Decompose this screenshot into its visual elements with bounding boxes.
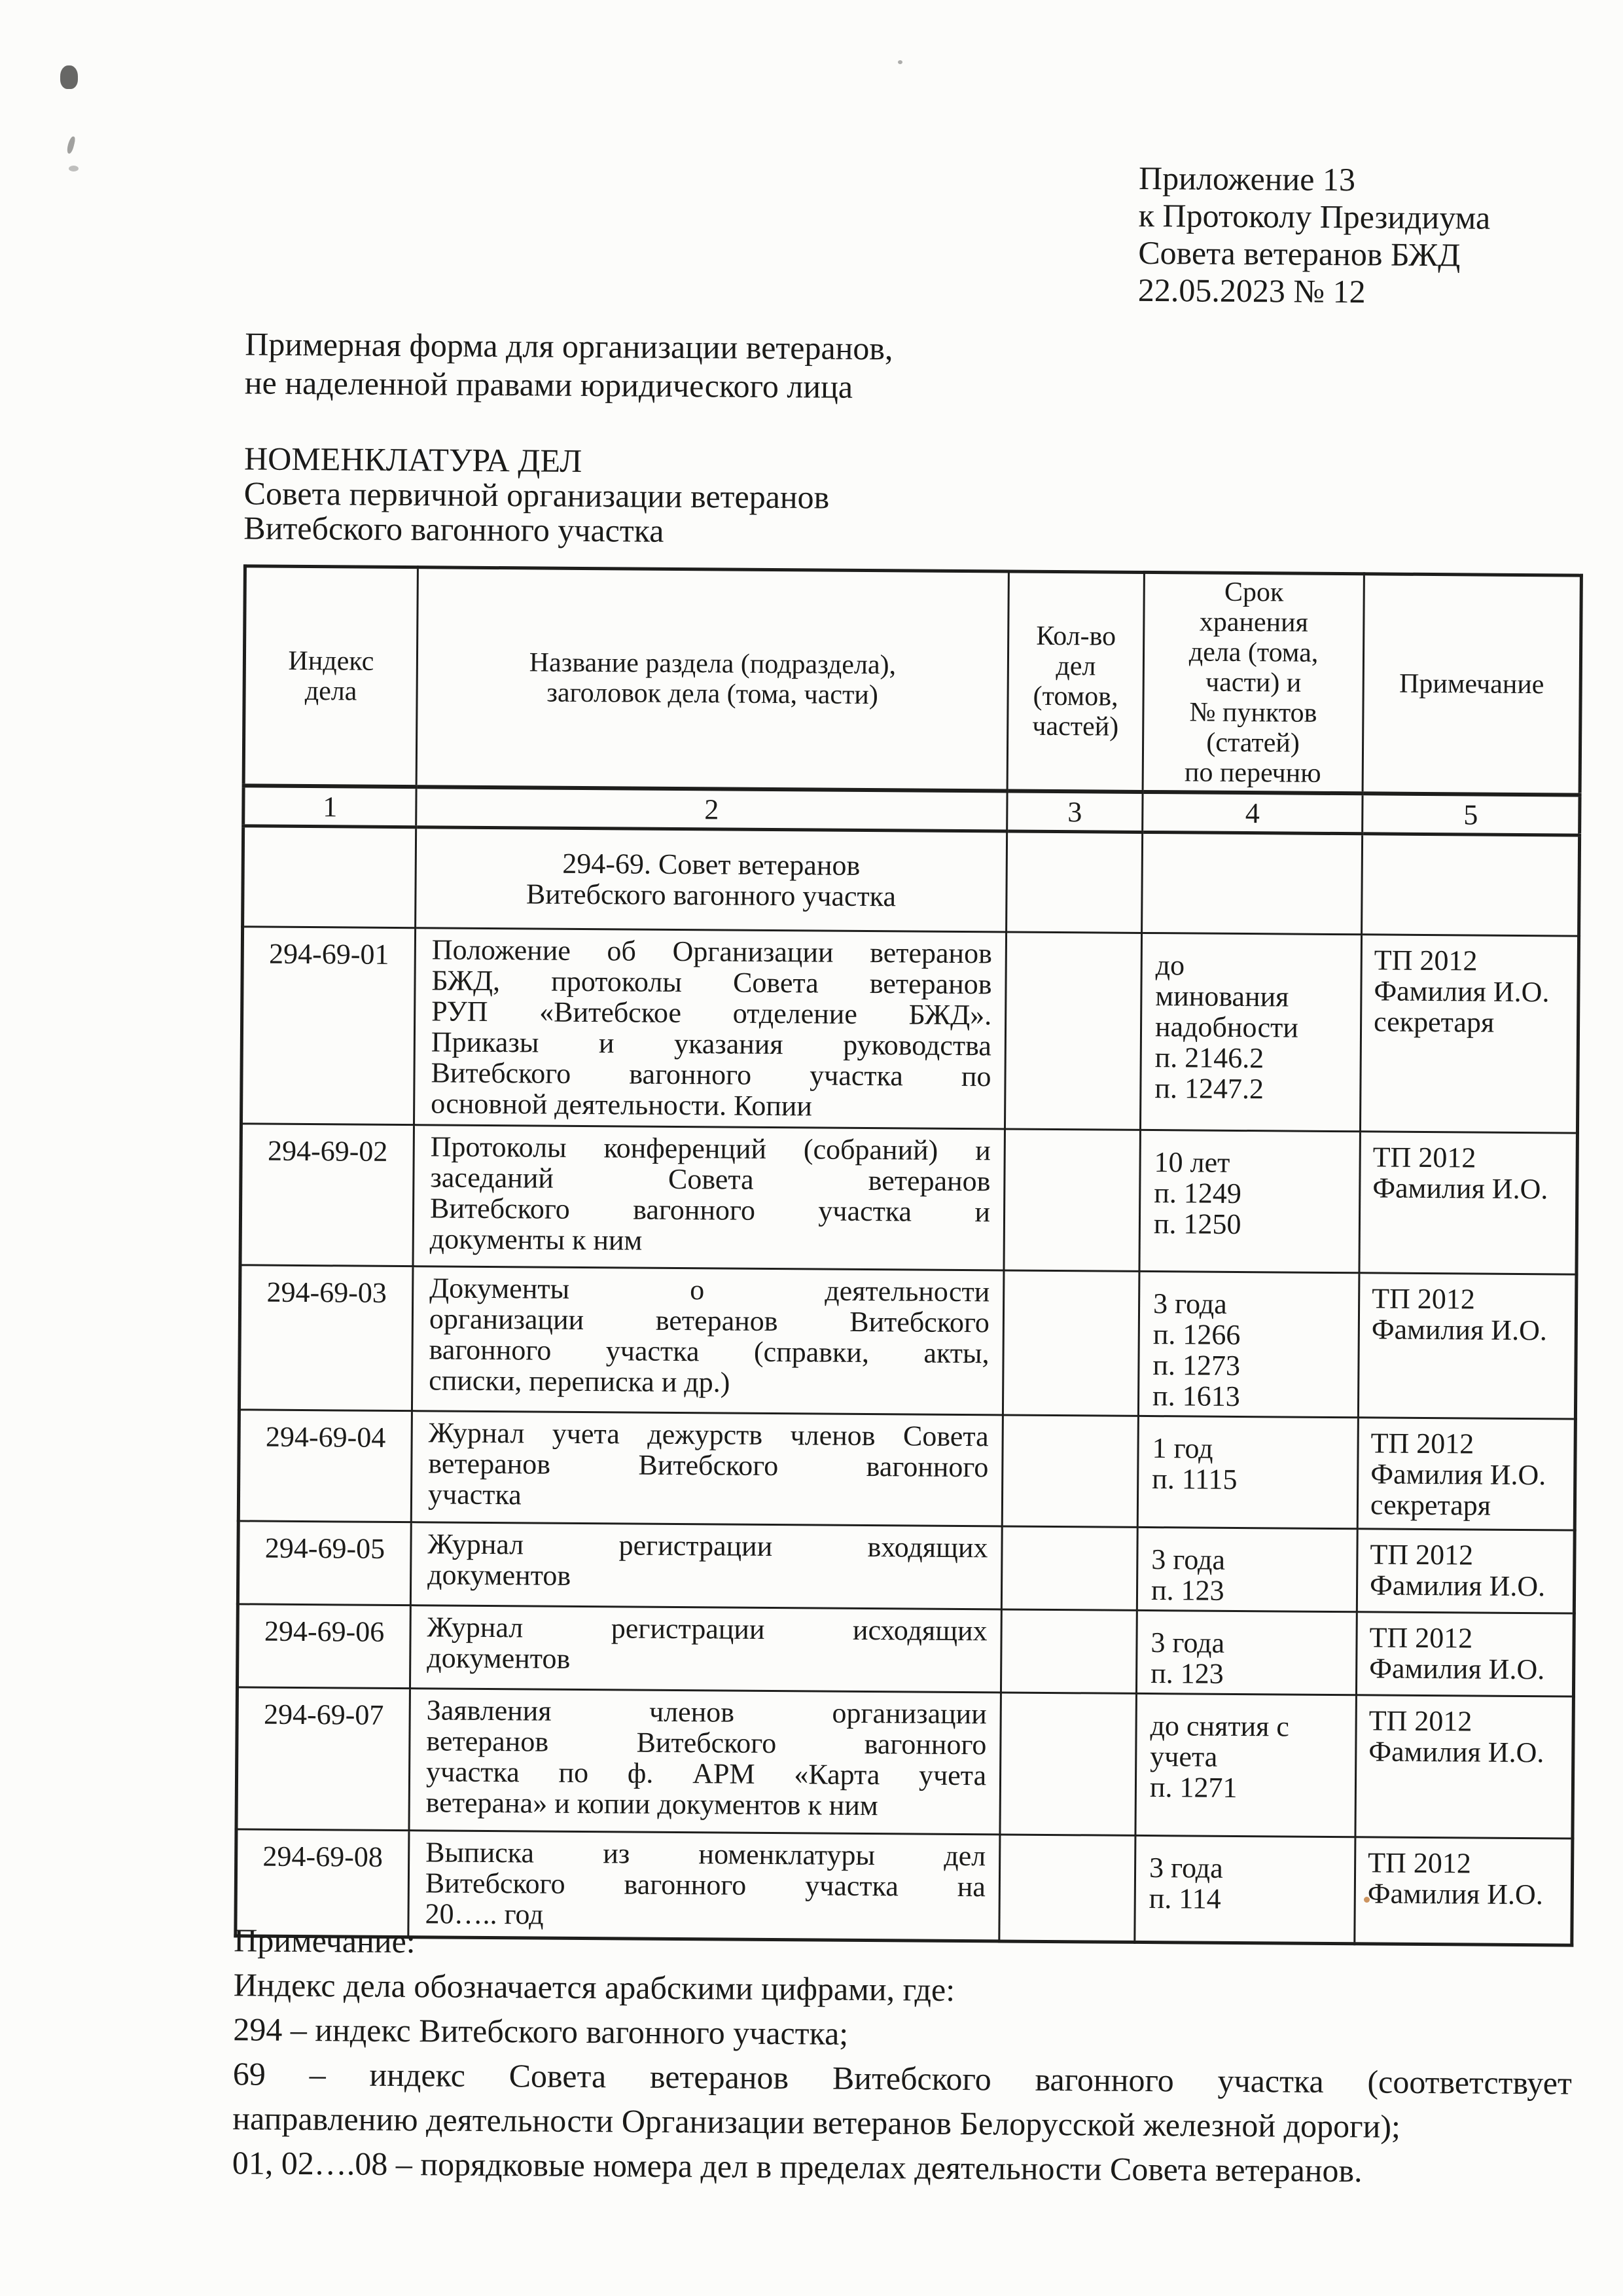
col-number: 1 (243, 785, 416, 827)
text-line: Кол-во (1036, 620, 1116, 652)
text-line: заголовок дела (тома, части) (546, 677, 879, 711)
text-line: Журнал регистрации исходящих (427, 1611, 988, 1647)
text-line: Фамилия И.О. (1372, 1172, 1548, 1206)
cell-title (412, 1266, 1004, 1415)
cell-note (1360, 935, 1578, 1133)
text-line: Фамилия И.О. (1370, 1458, 1546, 1492)
table-body-rows (236, 826, 1580, 1945)
text-line: секретаря (1370, 1488, 1491, 1522)
cell-index: 294-69-07 (236, 1687, 410, 1831)
col-number: 5 (1363, 793, 1580, 835)
text-line: 1 год (1152, 1432, 1213, 1465)
section-title (416, 827, 1007, 932)
cell-index: 294-69-01 (241, 927, 416, 1125)
cell-count (1004, 1129, 1141, 1271)
text-line: 294-69. Совет ветеранов (562, 847, 861, 882)
text-line: РУП «Витебское отделение БЖД». (431, 995, 992, 1031)
cell-note (1358, 1273, 1577, 1419)
col-number: 2 (416, 787, 1007, 831)
text-line: № пунктов (1189, 697, 1317, 728)
text-line: Протоколы конференций (собраний) и (430, 1130, 991, 1167)
cell-note (1357, 1418, 1575, 1530)
table-head (243, 566, 1582, 835)
cell-empty (1007, 831, 1143, 933)
section-row (243, 826, 1580, 936)
table-row (238, 1521, 1575, 1613)
text-line: Примечание: (234, 1922, 416, 1960)
col-number: 4 (1143, 792, 1363, 834)
text-line: ветерана» и копии документов к ним (425, 1786, 878, 1822)
text-line: минования (1155, 980, 1289, 1013)
cell-note (1355, 1695, 1574, 1839)
col-header-note (1363, 574, 1581, 795)
text-line: надобности (1154, 1011, 1299, 1044)
text-line: Витебского вагонного участка по (431, 1056, 991, 1093)
text-line: 01, 02….08 – порядковые номера дел в пределах деятельности Совета ветеранов. (232, 2144, 1363, 2189)
text-line: к Протоколу Президиума (1138, 196, 1491, 236)
text-line: п. 1271 (1149, 1771, 1238, 1804)
text-line: 294 – индекс Витебского вагонного участка; (233, 2011, 849, 2052)
text-line: Фамилия И.О. (1367, 1877, 1543, 1911)
col-header-index (243, 566, 418, 787)
text-line: участка (427, 1478, 522, 1511)
text-line: п. 1247.2 (1154, 1072, 1264, 1105)
text-line: Выписка из номенклатуры дел (425, 1836, 986, 1873)
text-line: Приложение 13 (1138, 159, 1356, 198)
cell-retention (1137, 1416, 1358, 1528)
col-header-count (1007, 571, 1144, 792)
cell-count (1005, 932, 1141, 1130)
cell-empty (1362, 834, 1580, 936)
text-line: п. 2146.2 (1154, 1041, 1264, 1075)
text-line: п. 1250 (1153, 1208, 1241, 1241)
table-row (241, 927, 1579, 1133)
text-line: ТП 2012 (1370, 1538, 1474, 1571)
cell-retention (1138, 1271, 1359, 1417)
cell-empty (243, 826, 416, 928)
text-line: Приказы и указания руководства (431, 1026, 992, 1062)
table-row (238, 1410, 1575, 1530)
text-line: Совета ветеранов БЖД (1138, 234, 1461, 274)
footnotes (232, 1918, 1573, 2194)
text-line: п. 1273 (1152, 1349, 1241, 1382)
text-line: Заявления членов организации (426, 1694, 987, 1731)
text-line: Журнал учета дежурств членов Совета (428, 1416, 989, 1453)
text-line: Фамилия И.О. (1369, 1652, 1545, 1686)
cell-index: 294-69-08 (236, 1829, 409, 1937)
text-line: до (1155, 949, 1185, 982)
text-line: части) и (1205, 667, 1302, 698)
text-line: п. 1266 (1152, 1318, 1241, 1351)
text-line: п. 1613 (1152, 1380, 1240, 1412)
table-row (239, 1265, 1576, 1419)
text-line: (томов, (1033, 681, 1118, 712)
text-line: НОМЕНКЛАТУРА ДЕЛ (243, 440, 582, 479)
text-line: ТП 2012 (1372, 1141, 1476, 1174)
text-line: не наделенной правами юридического лица (244, 364, 853, 405)
text-line: документов (427, 1558, 571, 1592)
cell-title (410, 1522, 1002, 1609)
intro-note (245, 325, 893, 406)
text-line: Положение об Организации ветеранов (431, 933, 993, 970)
cell-title (413, 1125, 1005, 1270)
cell-empty (1142, 832, 1363, 934)
text-line: 3 года (1152, 1287, 1227, 1320)
text-line: ТП 2012 (1367, 1846, 1471, 1880)
text-line: дела (304, 675, 357, 707)
text-line: Витебского вагонного участка на (425, 1867, 986, 1903)
text-line: БЖД, протоколы Совета ветеранов (431, 964, 992, 1001)
cell-note (1356, 1612, 1574, 1696)
cell-index: 294-69-06 (237, 1604, 410, 1689)
text-line: 69 – индекс Совета ветеранов Витебского вагонного участка (соответствует (232, 2055, 1573, 2102)
cell-retention (1137, 1527, 1357, 1611)
text-line: 3 года (1149, 1852, 1223, 1884)
cell-retention (1136, 1610, 1357, 1695)
nomenclature-table (234, 564, 1583, 1946)
cell-index: 294-69-04 (238, 1410, 412, 1522)
reference-block (1138, 160, 1491, 312)
cell-title (411, 1411, 1003, 1526)
text-line: Индекс дела обозначается арабскими цифрами, где: (233, 1966, 955, 2008)
text-line: Примечание (1399, 668, 1544, 700)
text-line: учета (1150, 1740, 1218, 1773)
cell-count (1002, 1415, 1138, 1527)
text-line: Срок (1224, 577, 1284, 608)
text-line: ТП 2012 (1372, 1282, 1476, 1316)
cell-index: 294-69-03 (239, 1265, 413, 1411)
cell-title (410, 1605, 1001, 1693)
text-line: Фамилия И.О. (1371, 1313, 1547, 1347)
text-line: хранения (1199, 607, 1309, 638)
col-number: 3 (1007, 791, 1143, 832)
footnote-paragraph (232, 2140, 1571, 2194)
text-line: 3 года (1150, 1626, 1225, 1659)
text-line: (статей) (1206, 727, 1300, 759)
text-line: дела (тома, (1188, 637, 1319, 668)
text-line: частей) (1032, 711, 1119, 742)
header-row (243, 566, 1581, 795)
text-line: ветеранов Витебского вагонного (428, 1447, 989, 1484)
cell-retention (1139, 1130, 1360, 1272)
text-line: п. 1115 (1152, 1463, 1238, 1496)
text-line: ТП 2012 (1374, 944, 1478, 977)
text-line: ТП 2012 (1368, 1704, 1472, 1738)
cell-index: 294-69-02 (240, 1124, 414, 1266)
text-line: 3 года (1151, 1543, 1226, 1576)
cell-count (1003, 1270, 1139, 1416)
cell-index: 294-69-05 (238, 1521, 411, 1605)
cell-count (1001, 1609, 1137, 1693)
text-line: направлению деятельности Организации ветеранов Белорусской железной дороги); (232, 2100, 1401, 2145)
text-line: до снятия с (1150, 1710, 1290, 1743)
text-line: Фамилия И.О. (1374, 975, 1550, 1009)
text-line: 20….. год (425, 1897, 544, 1931)
cell-note (1359, 1132, 1578, 1274)
text-line: 22.05.2023 № 12 (1137, 271, 1366, 310)
text-line: организации ветеранов Витебского (429, 1302, 990, 1339)
text-line: списки, переписка и др.) (429, 1364, 730, 1399)
cell-retention (1140, 933, 1361, 1131)
cell-retention (1135, 1693, 1357, 1837)
text-line: участка по ф. АРМ «Карта учета (425, 1755, 987, 1792)
cell-count (1000, 1693, 1137, 1835)
cell-title (409, 1689, 1001, 1835)
doc-title (243, 441, 830, 549)
text-line: Витебского вагонного участка (526, 878, 897, 913)
text-line: ТП 2012 (1370, 1427, 1474, 1460)
text-line: Название раздела (подраздела), (529, 647, 897, 681)
text-line: документы к ним (429, 1223, 643, 1257)
text-line: Журнал регистрации входящих (427, 1528, 988, 1564)
text-line: п. 123 (1150, 1657, 1224, 1690)
table-row (236, 1687, 1573, 1839)
col-header-term (1143, 572, 1364, 793)
text-line: Документы о деятельности (429, 1272, 990, 1308)
footnote-paragraph (232, 2051, 1572, 2149)
cell-title (414, 928, 1006, 1129)
text-line: вагонного участка (справки, акты, (429, 1333, 990, 1370)
text-line: основной деятельности. Копии (431, 1087, 813, 1122)
text-line: по перечню (1184, 757, 1321, 789)
text-line: заседаний Совета ветеранов (430, 1161, 991, 1198)
text-line: п. 114 (1149, 1882, 1221, 1915)
text-line: п. 1249 (1154, 1177, 1242, 1210)
text-line: Фамилия И.О. (1368, 1735, 1544, 1769)
text-line: документов (427, 1641, 571, 1675)
text-line: секретаря (1373, 1005, 1495, 1039)
text-line: Витебского вагонного участка и (429, 1192, 991, 1229)
col-header-name (416, 567, 1008, 791)
cell-count (1001, 1526, 1137, 1610)
text-line: Фамилия И.О. (1369, 1569, 1546, 1603)
text-line: Примерная форма для организации ветеранов, (245, 325, 893, 367)
table-row (237, 1604, 1574, 1696)
text-line: Совета первичной организации ветеранов (243, 475, 830, 516)
text-line: ветеранов Витебского вагонного (426, 1725, 987, 1761)
cell-note (1357, 1529, 1575, 1613)
text-line: Витебского вагонного участка (243, 509, 664, 549)
text-line: п. 123 (1150, 1574, 1224, 1607)
text-line: дел (1056, 651, 1096, 682)
table-row (240, 1124, 1577, 1274)
text-line: Индекс (288, 645, 374, 677)
text-line: ТП 2012 (1369, 1621, 1473, 1655)
text-line: 10 лет (1154, 1146, 1230, 1179)
